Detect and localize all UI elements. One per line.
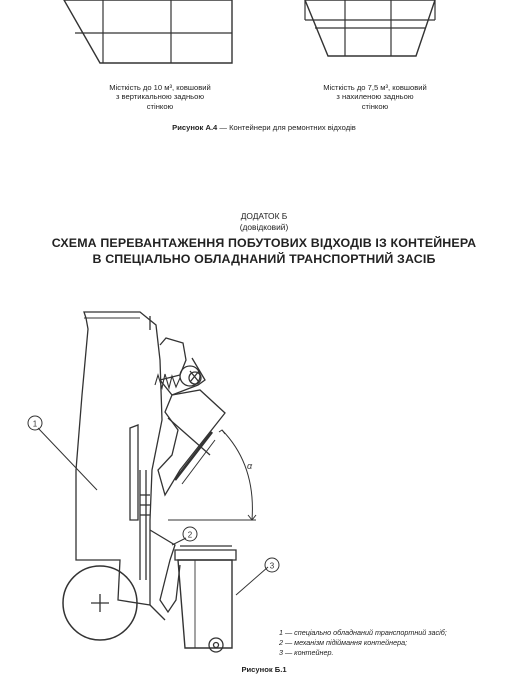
appendix-title-line-2: В СПЕЦІАЛЬНО ОБЛАДНАНИЙ ТРАНСПОРТНИЙ ЗАСІБ: [92, 252, 436, 266]
truck-body: [76, 312, 162, 605]
waste-bin: [178, 560, 232, 648]
right-container-caption: Місткість до 7,5 м³, ковшовий з нахиленою задньою стінкою: [323, 83, 427, 111]
callout-3: 3: [269, 561, 275, 571]
figure-b1-legend: [279, 628, 524, 657]
appendix-sublabel: (довідковий): [239, 222, 289, 232]
container-inclined-wall-drawing: [290, 0, 450, 70]
legend-item: 3 — контейнер.: [279, 647, 334, 657]
appendix-label: ДОДАТОК Б: [240, 211, 288, 221]
legend-item: 1 — спеціально обладнаний транспортний засіб;: [279, 628, 447, 637]
angle-label: α: [247, 461, 253, 471]
callout-2: 2: [187, 530, 193, 540]
callout-1: 1: [32, 419, 38, 429]
legend-item: 2 — механізм підіймання контейнера;: [279, 637, 408, 647]
appendix-title-line-1: СХЕМА ПЕРЕВАНТАЖЕННЯ ПОБУТОВИХ ВІДХОДІВ ІЗ КОНТЕЙНЕРА: [51, 236, 477, 250]
figure-b1-caption: Рисунок Б.1: [241, 665, 287, 674]
figure-a4-caption: Рисунок А.4 — Контейнери для ремонтних відходів: [172, 123, 356, 132]
left-container-caption: Місткість до 10 м³, ковшовий з вертикальною задньою стінкою: [109, 83, 211, 111]
transfer-scheme-drawing: [0, 300, 528, 660]
